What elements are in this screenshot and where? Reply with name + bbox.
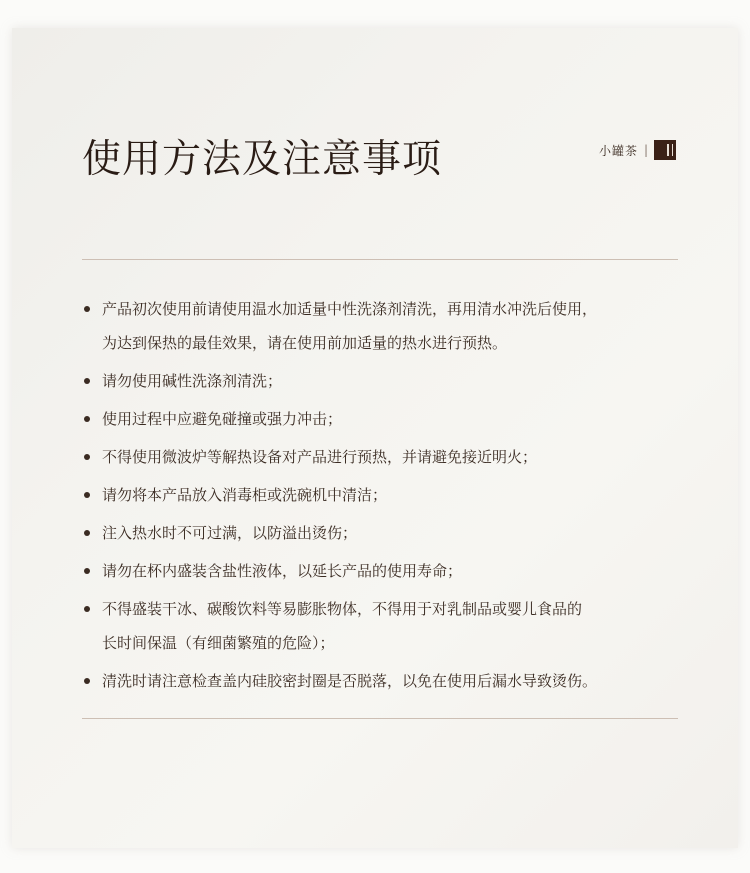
note-item (82, 554, 692, 588)
brand-name: 小罐茶 (598, 143, 638, 158)
note-item (82, 664, 692, 698)
page-title: 使用方法及注意事项 (82, 137, 443, 182)
brand-logo-icon (654, 140, 676, 160)
note-line: 不得使用微波炉等解热设备对产品进行预热，并请避免接近明火； (102, 448, 538, 466)
bullet-icon (84, 606, 90, 612)
note-line: 长时间保温（有细菌繁殖的危险）； (102, 634, 335, 652)
note-item (82, 478, 692, 512)
note-item (82, 292, 692, 360)
note-line: 不得盛装干冰、碳酸饮料等易膨胀物体，不得用于对乳制品或婴儿食品的 (102, 600, 583, 618)
bullet-icon (84, 454, 90, 460)
note-line: 请勿使用碱性洗涤剂清洗； (102, 372, 283, 390)
note-line: 产品初次使用前请使用温水加适量中性洗涤剂清洗，再用清水冲洗后使用， (102, 300, 598, 318)
note-item (82, 516, 692, 550)
note-line: 注入热水时不可过满，以防溢出烫伤； (102, 524, 358, 542)
note-item (82, 364, 692, 398)
bullet-icon (84, 530, 90, 536)
bullet-icon (84, 492, 90, 498)
top-divider (82, 259, 678, 260)
note-line: 清洗时请注意检查盖内硅胶密封圈是否脱落，以免在使用后漏水导致烫伤。 (102, 672, 598, 690)
brand-separator: | (643, 143, 648, 157)
bullet-icon (84, 416, 90, 422)
note-item (82, 440, 692, 474)
notes-list (82, 292, 692, 702)
note-item (82, 592, 692, 660)
bullet-icon (84, 678, 90, 684)
brand-mark (599, 140, 676, 160)
instructions-card (12, 28, 738, 848)
note-line: 使用过程中应避免碰撞或强力冲击； (102, 410, 343, 428)
bullet-icon (84, 378, 90, 384)
note-item (82, 402, 692, 436)
note-line: 请勿将本产品放入消毒柜或洗碗机中清洁； (102, 486, 388, 504)
bottom-divider (82, 718, 678, 719)
bullet-icon (84, 568, 90, 574)
note-line: 为达到保热的最佳效果，请在使用前加适量的热水进行预热。 (102, 334, 508, 352)
note-line: 请勿在杯内盛装含盐性液体，以延长产品的使用寿命； (102, 562, 463, 580)
bullet-icon (84, 306, 90, 312)
